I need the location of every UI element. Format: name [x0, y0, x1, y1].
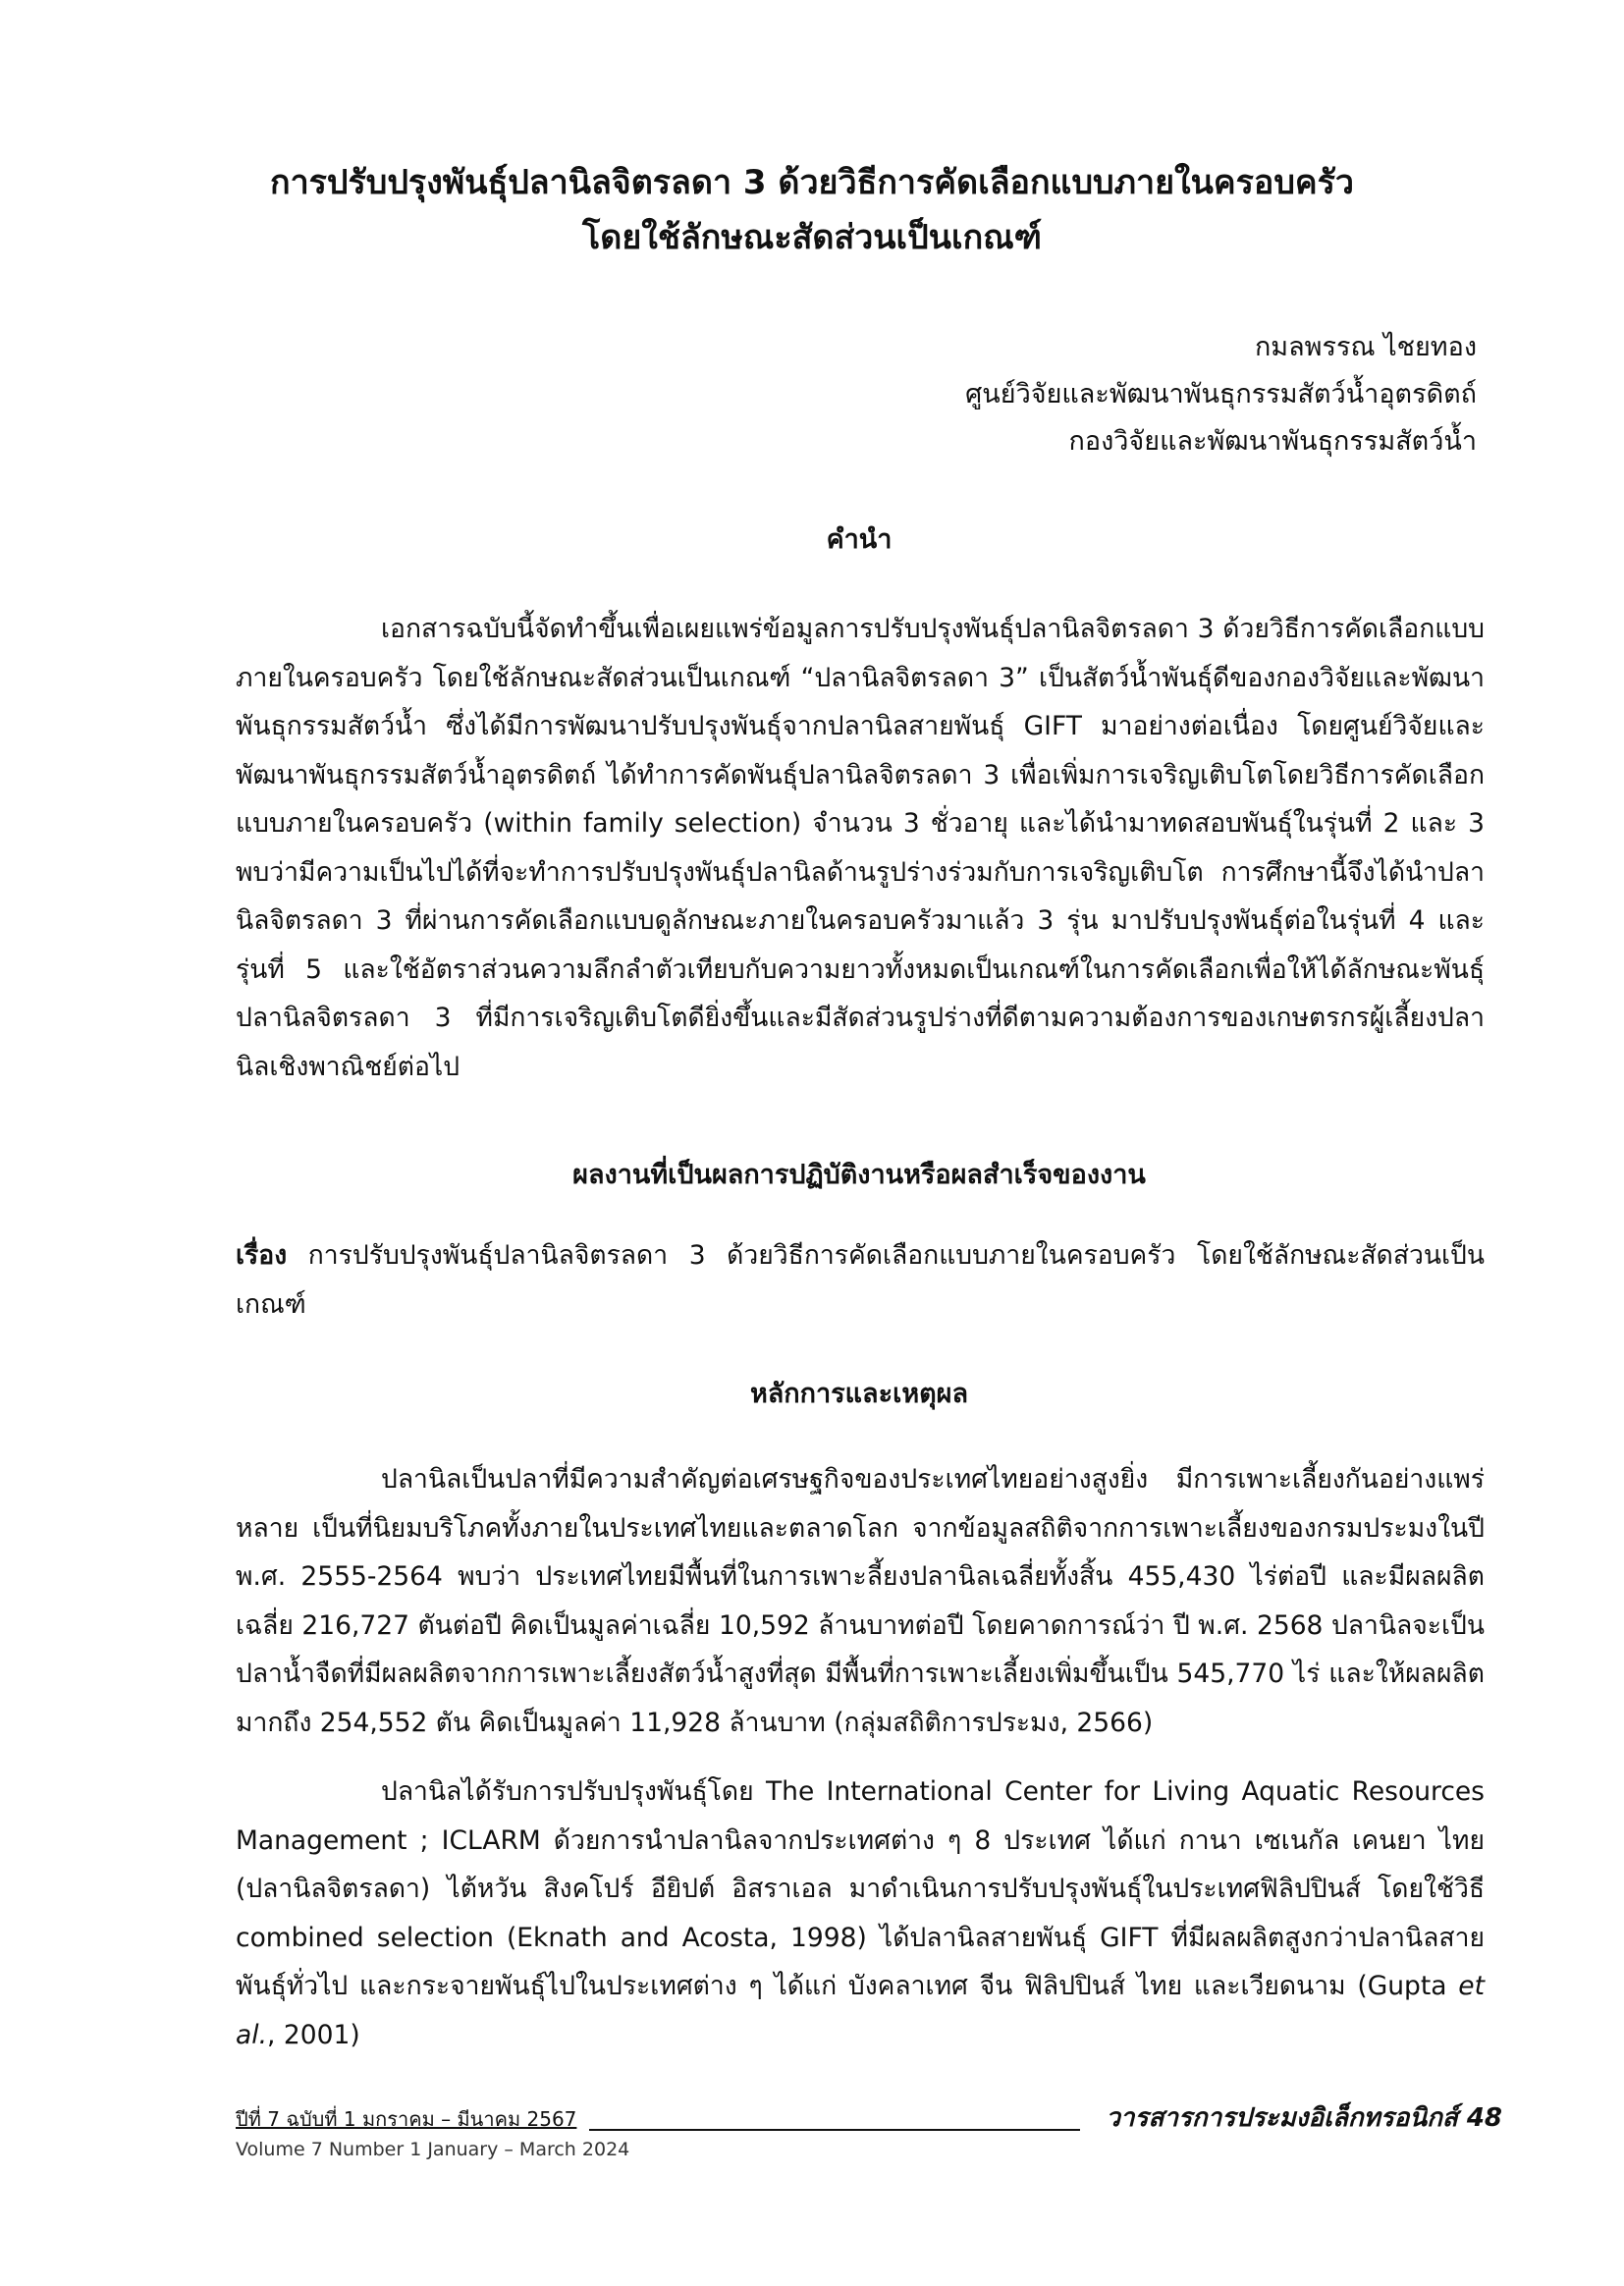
- rationale-paragraph-1: ปลานิลเป็นปลาที่มีความสำคัญต่อเศรษฐกิจของประเทศไทยอย่างสูงยิ่ง มีการเพาะเลี้ยงกันอย่างแพร่หลาย เป็นที่นิยมบริโภคทั้งภายในประเทศไทยและตลาดโลก จากข้อมูลสถิติจากการเพาะเลี้ยงของกรมประมงในปี พ.ศ. 2555-2564 พบว่า ประเทศไทยมีพื้นที่ในการเพาะลี้ยงปลานิลเฉลี่ยทั้งสิ้น 455,430 ไร่ต่อปี และมีผลผลิตเฉลี่ย 216,727 ตันต่อปี คิดเป็นมูลค่าเฉลี่ย 10,592 ล้านบาทต่อปี โดยคาดการณ์ว่า ปี พ.ศ. 2568 ปลานิลจะเป็นปลาน้ำจืดที่มีผลผลิตจากการเพาะเลี้ยงสัตว์น้ำสูงที่สุด มีพื้นที่การเพาะเลี้ยงเพิ่มขึ้นเป็น 545,770 ไร่ และให้ผลผลิตมากถึง 254,552 ตัน คิดเป็นมูลค่า 11,928 ล้านบาท (กลุ่มสถิติการประมง, 2566): [236, 1464, 1485, 1738]
- author-affiliation-division: กองวิจัยและพัฒนาพันธุกรรมสัตว์น้ำ: [1068, 426, 1477, 457]
- preface-heading: คำนำ: [826, 524, 893, 555]
- footer-issue-thai: ปีที่ 7 ฉบับที่ 1 มกราคม – มีนาคม 2567: [236, 2107, 577, 2131]
- author-affiliation-center: ศูนย์วิจัยและพัฒนาพันธุกรรมสัตว์น้ำอุตรดิตถ์: [965, 379, 1477, 409]
- rationale-p2-text: ปลานิลได้รับการปรับปรุงพันธุ์โดย The International Center for Living Aquatic Resources Management ; ICLARM ด้วยการนำปลานิลจากประเทศต่าง ๆ 8 ประเทศ ได้แก่ กานา เซเนกัล เคนยา ไทย (ปลานิลจิตรลดา) ไต้หวัน สิงคโปร์ อียิปต์ อิสราเอล มาดำเนินการปรับปรุงพันธุ์ในประเทศฟิลิปปินส์ โดยใช้วิธี combined selection (Eknath and Acosta, 1998) ได้ปลานิลสายพันธุ์ GIFT ที่มีผลผลิตสูงกว่าปลานิลสายพันธุ์ทั่วไป และกระจายพันธุ์ไปในประเทศต่าง ๆ ได้แก่ บังคลาเทศ จีน ฟิลิปปินส์ ไทย และเวียดนาม (Gupta: [236, 1776, 1485, 2001]
- paper-title-line-1: การปรับปรุงพันธุ์ปลานิลจิตรลดา 3 ด้วยวิธีการคัดเลือกแบบภายในครอบครัว: [269, 163, 1355, 202]
- rationale-paragraph-2: [236, 1768, 1485, 2059]
- author-block: [965, 324, 1477, 465]
- footer-rule: [589, 2129, 1080, 2131]
- subject-text: การปรับปรุงพันธุ์ปลานิลจิตรลดา 3 ด้วยวิธีการคัดเลือกแบบภายในครอบครัว โดยใช้ลักษณะสัดส่วนเป็นเกณฑ์: [236, 1240, 1485, 1320]
- paper-title-line-2: โดยใช้ลักษณะสัดส่วนเป็นเกณฑ์: [582, 218, 1042, 257]
- footer-issue-english: Volume 7 Number 1 January – March 2024: [236, 2139, 630, 2160]
- subject-label: เรื่อง: [236, 1240, 288, 1271]
- rationale-p2-et-al: et al.: [236, 1971, 1485, 2050]
- paper-title: [147, 155, 1477, 265]
- rationale-p2-year: , 2001): [267, 2019, 360, 2050]
- footer-journal-page: วารสารการประมงอิเล็กทรอนิกส์ 48: [1106, 2103, 1502, 2133]
- results-heading: ผลงานที่เป็นผลการปฏิบัติงานหรือผลสำเร็จของงาน: [572, 1160, 1146, 1190]
- rationale-heading: หลักการและเหตุผล: [749, 1379, 969, 1409]
- author-name: กมลพรรณ ไชยทอง: [1254, 332, 1477, 362]
- subject-paragraph: [236, 1231, 1485, 1329]
- preface-paragraph: เอกสารฉบับนี้จัดทำขึ้นเพื่อเผยแพร่ข้อมูลการปรับปรุงพันธุ์ปลานิลจิตรลดา 3 ด้วยวิธีการคัดเลือกแบบภายในครอบครัว โดยใช้ลักษณะสัดส่วนเป็นเกณฑ์ “ปลานิลจิตรลดา 3” เป็นสัตว์น้ำพันธุ์ดีของกองวิจัยและพัฒนาพันธุกรรมสัตว์น้ำ ซึ่งได้มีการพัฒนาปรับปรุงพันธุ์จากปลานิลสายพันธุ์ GIFT มาอย่างต่อเนื่อง โดยศูนย์วิจัยและพัฒนาพันธุกรรมสัตว์น้ำอุตรดิตถ์ ได้ทำการคัดพันธุ์ปลานิลจิตรลดา 3 เพื่อเพิ่มการเจริญเติบโตโดยวิธีการคัดเลือกแบบภายในครอบครัว (within family selection) จำนวน 3 ชั่วอายุ และได้นำมาทดสอบพันธุ์ในรุ่นที่ 2 และ 3 พบว่ามีความเป็นไปได้ที่จะทำการปรับปรุงพันธุ์ปลานิลด้านรูปร่างร่วมกับการเจริญเติบโต การศึกษานี้จึงได้นำปลานิลจิตรลดา 3 ที่ผ่านการคัดเลือกแบบดูลักษณะภายในครอบครัวมาแล้ว 3 รุ่น มาปรับปรุงพันธุ์ต่อในรุ่นที่ 4 และรุ่นที่ 5 และใช้อัตราส่วนความลึกลำตัวเทียบกับความยาวทั้งหมดเป็นเกณฑ์ในการคัดเลือกเพื่อให้ได้ลักษณะพันธุ์ปลานิลจิตรลดา 3 ที่มีการเจริญเติบโตดียิ่งขึ้นและมีสัดส่วนรูปร่างที่ดีตามความต้องการของเกษตรกรผู้เลี้ยงปลานิลเชิงพาณิชย์ต่อไป: [236, 614, 1485, 1082]
